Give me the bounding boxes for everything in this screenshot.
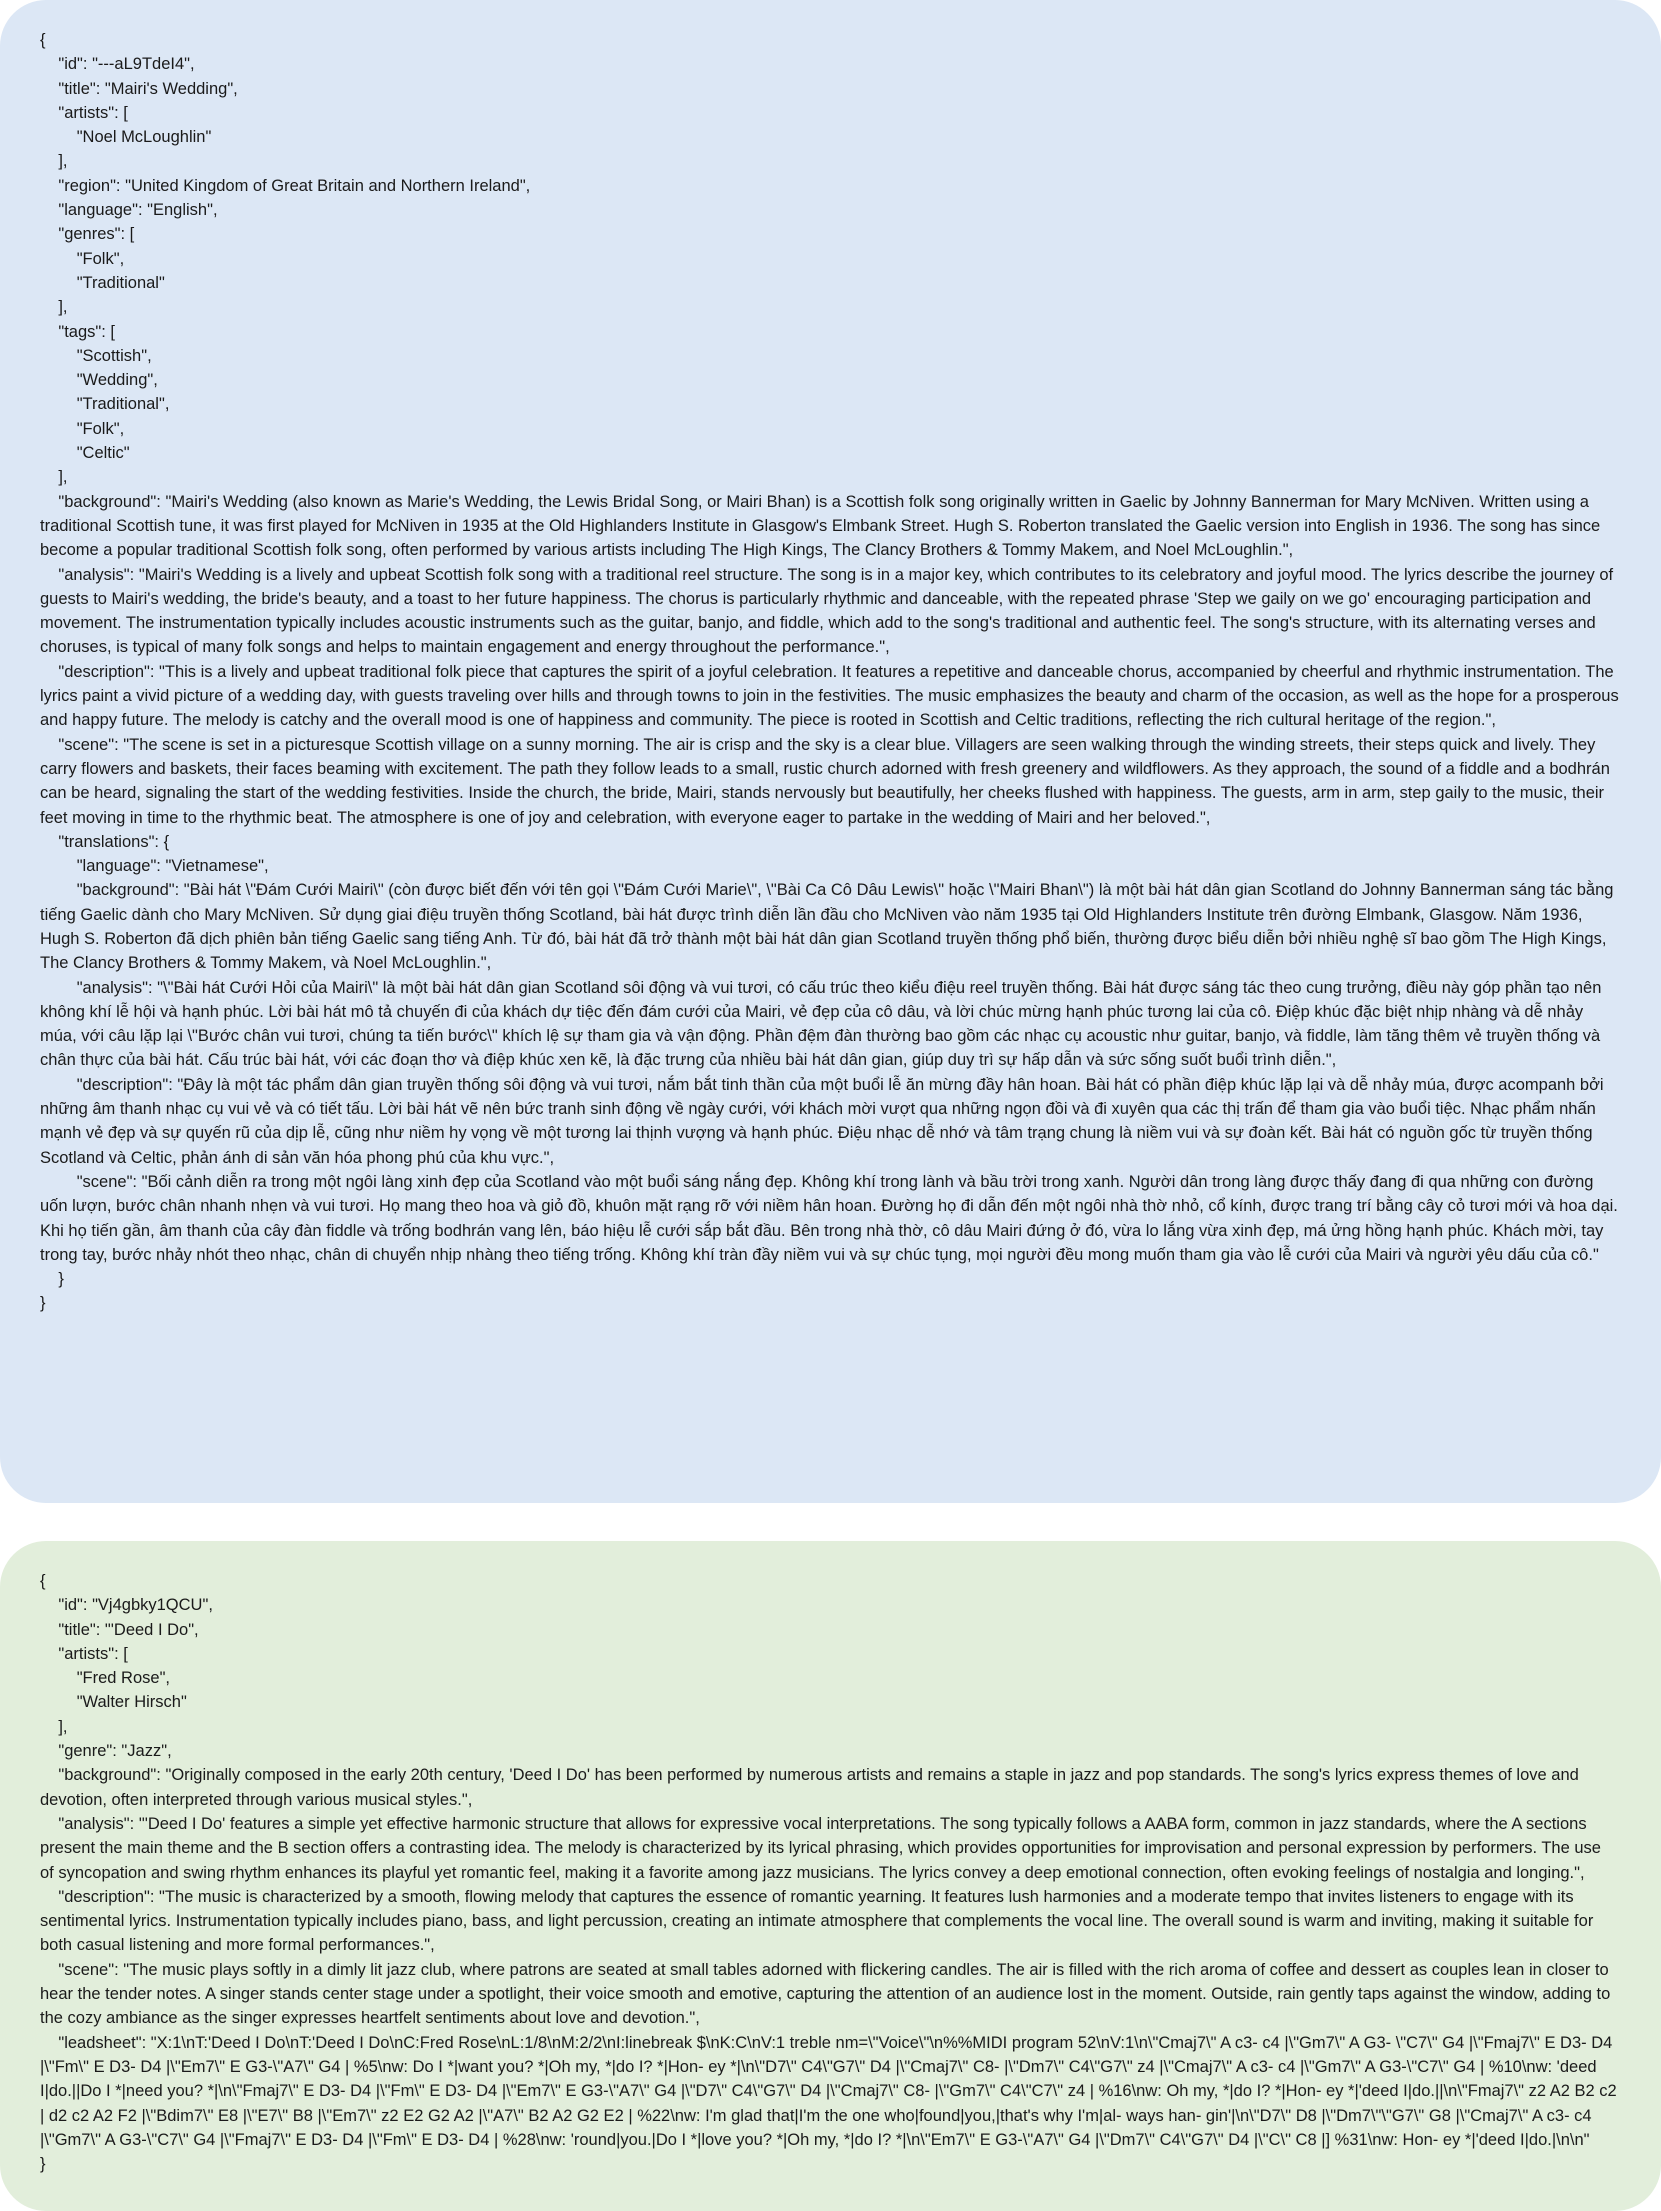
json-text-block: { "id": "---aL9TdeI4", "title": "Mairi's Wedding", "artists": [ "Noel McLoughlin" ], "region": "United Kingdom of Great Britain and Northern Ireland", "language": "English", "genres": [ "Folk", "Traditional" ], "tags": [ "Scottish", "Wedding", "Traditional", "Folk", "Celtic" ], "background": "Mairi's Wedding (also known as Marie's Wedding, the Lewis Bridal Song, or Mairi Bhan) is a Scottish folk song originally written in Gaelic by Johnny Bannerman for Mary McNiven. Written using a traditional Scottish tune, it was first played for McNiven in 1935 at the Old Highlanders Institute in Glasgow's Elmbank Street. Hugh S. Roberton translated the Gaelic version into English in 1936. The song has since become a popular traditional Scottish folk song, often performed by various artists including The High Kings, The Clancy Brothers & Tommy Makem, and Noel McLoughlin.", "analysis": "Mairi's Wedding is a lively and upbeat Scottish folk song with a traditional reel structure. The song is in a major key, which contributes to its celebratory and joyful mood. The lyrics describe the journey of guests to Mairi's wedding, the bride's beauty, and a toast to her future happiness. The chorus is particularly rhythmic and danceable, with the repeated phrase 'Step we gaily on we go' encouraging participation and movement. The instrumentation typically includes acoustic instruments such as the guitar, banjo, and fiddle, which add to the song's traditional and authentic feel. The song's structure, with its alternating verses and choruses, is typical of many folk songs and helps to maintain engagement and energy throughout the performance.", "description": "This is a lively and upbeat traditional folk piece that captures the spirit of a joyful celebration. It features a repetitive and danceable chorus, accompanied by cheerful and rhythmic instrumentation. The lyrics paint a vivid picture of a wedding day, with guests traveling over hills and through towns to join in the festivities. The music emphasizes the beauty and charm of the occasion, as well as the hope for a prosperous and happy future. The melody is catchy and the overall mood is one of happiness and community. The piece is rooted in Scottish and Celtic traditions, reflecting the rich cultural heritage of the region.", "scene": "The scene is set in a picturesque Scottish village on a sunny morning. The air is crisp and the sky is a clear blue. Villagers are seen walking through the winding streets, their steps quick and lively. They carry flowers and baskets, their faces beaming with excitement. The path they follow leads to a small, rustic church adorned with fresh greenery and wildflowers. As they approach, the sound of a fiddle and a bodhrán can be heard, signaling the start of the wedding festivities. Inside the church, the bride, Mairi, stands nervously but beautifully, her cheeks flushed with happiness. The guests, arm in arm, step gaily to the music, their feet moving in time to the rhythmic beat. The atmosphere is one of joy and celebration, with everyone eager to partake in the wedding of Mairi and her beloved.", "translations": { "language": "Vietnamese", "background": "Bài hát \"Đám Cưới Mairi\" (còn được biết đến với tên gọi \"Đám Cưới Marie\", \"Bài Ca Cô Dâu Lewis\" hoặc \"Mairi Bhan\") là một bài hát dân gian Scotland do Johnny Bannerman sáng tác bằng tiếng Gaelic dành cho Mary McNiven. Sử dụng giai điệu truyền thống Scotland, bài hát được trình diễn lần đầu cho McNiven vào năm 1935 tại Old Highlanders Institute trên đường Elmbank, Glasgow. Năm 1936, Hugh S. Roberton đã dịch phiên bản tiếng Gaelic sang tiếng Anh. Từ đó, bài hát đã trở thành một bài hát dân gian Scotland truyền thống phổ biến, thường được biểu diễn bởi nhiều nghệ sĩ bao gồm The High Kings, The Clancy Brothers & Tommy Makem, và Noel McLoughlin.", "analysis": "\"Bài hát Cưới Hỏi của Mairi\" là một bài hát dân gian Scotland sôi động và vui tươi, có cấu trúc theo kiểu điệu reel truyền thống. Bài hát được sáng tác theo cung trưởng, điều này góp phần tạo nên không khí lễ hội và hạnh phúc. Lời bài hát mô tả chuyến đi của khách dự tiệc đến đám cưới của Mairi, vẻ đẹp của cô dâu, và lời chúc mừng hạnh phúc tương lai của cô. Điệp khúc đặc biệt nhịp nhàng và dễ nhảy múa, với câu lặp lại \"Bước chân vui tươi, chúng ta tiến bước\" khích lệ sự tham gia và vận động. Phần đệm đàn thường bao gồm các nhạc cụ acoustic như guitar, banjo, và fiddle, làm tăng thêm vẻ truyền thống và chân thực của bài hát. Cấu trúc bài hát, với các đoạn thơ và điệp khúc xen kẽ, là đặc trưng của nhiều bài hát dân gian, giúp duy trì sự hấp dẫn và sức sống suốt buổi trình diễn.", "description": "Đây là một tác phẩm dân gian truyền thống sôi động và vui tươi, nắm bắt tinh thần của một buổi lễ ăn mừng đầy hân hoan. Bài hát có phần điệp khúc lặp lại và dễ nhảy múa, được acompanh bởi những âm thanh nhạc cụ vui vẻ và có tiết tấu. Lời bài hát vẽ nên bức tranh sinh động về ngày cưới, với khách mời vượt qua những ngọn đồi và đi xuyên qua các thị trấn để tham gia vào buổi tiệc. Nhạc phẩm nhấn mạnh vẻ đẹp và sự quyến rũ của dịp lễ, cũng như niềm hy vọng về một tương lai thịnh vượng và hạnh phúc. Điệu nhạc dễ nhớ và tâm trạng chung là niềm vui và sự đoàn kết. Bài hát có nguồn gốc từ truyền thống Scotland và Celtic, phản ánh di sản văn hóa phong phú của khu vực.", "scene": "Bối cảnh diễn ra trong một ngôi làng xinh đẹp của Scotland vào một buổi sáng nắng đẹp. Không khí trong lành và bầu trời trong xanh. Người dân trong làng được thấy đang đi qua những con đường uốn lượn, bước chân nhanh nhẹn và vui tươi. Họ mang theo hoa và giỏ đồ, khuôn mặt rạng rỡ với niềm hân hoan. Đường họ đi dẫn đến một ngôi nhà thờ nhỏ, cổ kính, được trang trí bằng cây cỏ tươi mới và hoa dại. Khi họ tiến gần, âm thanh của cây đàn fiddle và trống bodhrán vang lên, báo hiệu lễ cưới sắp bắt đầu. Bên trong nhà thờ, cô dâu Mairi đứng ở đó, vừa lo lắng vừa xinh đẹp, má ửng hồng hạnh phúc. Khách mời, tay trong tay, bước nhảy nhót theo nhạc, chân di chuyển nhịp nhàng theo tiếng trống. Không khí tràn đầy niềm vui và sự chúc tụng, mọi người đều mong muốn tham gia vào lễ cưới của Mairi và người yêu dấu của cô." } } (40, 31, 1619, 1313)
json-text-block: { "id": "Vj4gbky1QCU", "title": "'Deed I Do", "artists": [ "Fred Rose", "Walter Hirsch" ], "genre": "Jazz", "background": "Originally composed in the early 20th century, 'Deed I Do' has been performed by numerous artists and remains a staple in jazz and pop standards. The song's lyrics express themes of love and devotion, often interpreted through various musical styles.", "analysis": "'Deed I Do' features a simple yet effective harmonic structure that allows for expressive vocal interpretations. The song typically follows a AABA form, common in jazz standards, where the A sections present the main theme and the B section offers a contrasting idea. The melody is characterized by its lyrical phrasing, which provides opportunities for improvisation and personal expression by performers. The use of syncopation and swing rhythm enhances its playful yet romantic feel, making it a favorite among jazz musicians. The lyrics convey a deep emotional connection, often evoking feelings of nostalgia and longing.", "description": "The music is characterized by a smooth, flowing melody that captures the essence of romantic yearning. It features lush harmonies and a moderate tempo that invites listeners to engage with its sentimental lyrics. Instrumentation typically includes piano, bass, and light percussion, creating an intimate atmosphere that complements the vocal line. The overall sound is warm and inviting, making it suitable for both casual listening and more formal performances.", "scene": "The music plays softly in a dimly lit jazz club, where patrons are seated at small tables adorned with flickering candles. The air is filled with the rich aroma of coffee and dessert as couples lean in closer to hear the tender notes. A singer stands center stage under a spotlight, their voice smooth and emotive, capturing the attention of an audience lost in the moment. Outside, rain gently taps against the window, adding to the cozy ambiance as the singer expresses heartfelt sentiments about love and devotion.", "leadsheet": "X:1\nT:'Deed I Do\nT:'Deed I Do\nC:Fred Rose\nL:1/8\nM:2/2\nI:linebreak $\nK:C\nV:1 treble nm=\"Voice\"\n%%MIDI program 52\nV:1\n\"Cmaj7\" A c3- c4 |\"Gm7\" A G3- \"C7\" G4 |\"Fmaj7\" E D3- D4 |\"Fm\" E D3- D4 |\"Em7\" E G3-\"A7\" G4 | %5\nw: Do I *|want you? *|Oh my, *|do I? *|Hon- ey *|\n\"D7\" C4\"G7\" D4 |\"Cmaj7\" C8- |\"Dm7\" C4\"G7\" z4 |\"Cmaj7\" A c3- c4 |\"Gm7\" A G3-\"C7\" G4 | %10\nw: 'deed I|do.||Do I *|need you? *|\n\"Fmaj7\" E D3- D4 |\"Fm\" E D3- D4 |\"Em7\" E G3-\"A7\" G4 |\"D7\" C4\"G7\" D4 |\"Cmaj7\" C8- |\"Gm7\" C4\"C7\" z4 | %16\nw: Oh my, *|do I? *|Hon- ey *|'deed I|do.||\n\"Fmaj7\" z2 A2 B2 c2 | d2 c2 A2 F2 |\"Bdim7\" E8 |\"E7\" B8 |\"Em7\" z2 E2 G2 A2 |\"A7\" B2 A2 G2 E2 | %22\nw: I'm glad that|I'm the one who|found|you,|that's why I'm|al- ways han- gin'|\n\"D7\" D8 |\"Dm7\"\"G7\" G8 |\"Cmaj7\" A c3- c4 |\"Gm7\" A G3-\"C7\" G4 |\"Fmaj7\" E D3- D4 |\"Fm\" E D3- D4 | %28\nw: 'round|you.|Do I *|love you? *|Oh my, *|do I? *|\n\"Em7\" E G3-\"A7\" G4 |\"Dm7\" C4\"G7\" D4 |\"C\" C8 |] %31\nw: Hon- ey *|'deed I|do.|\n\n" } (40, 1572, 1617, 2174)
json-card-deed-i-do (0, 1541, 1661, 2211)
